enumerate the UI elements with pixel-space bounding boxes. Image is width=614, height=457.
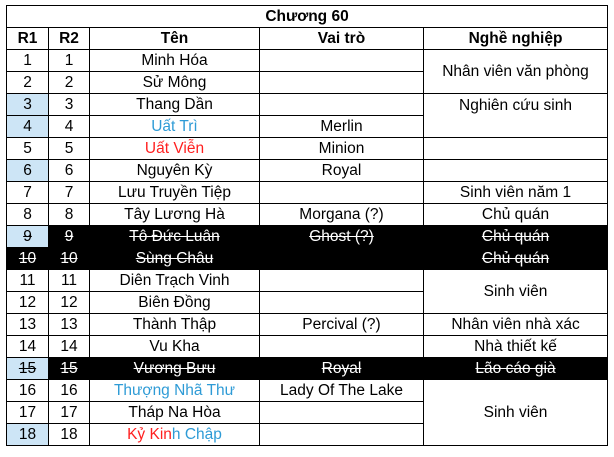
table-row-struck bbox=[7, 226, 608, 248]
r1-cell: 3 bbox=[7, 94, 49, 116]
table-row bbox=[7, 336, 608, 358]
header-job: Nghề nghiệp bbox=[424, 28, 608, 50]
r2-cell: 6 bbox=[49, 160, 90, 182]
r2-cell: 3 bbox=[49, 94, 90, 116]
job-cell: Nhân viên nhà xác bbox=[424, 314, 608, 336]
table-row bbox=[7, 138, 608, 160]
role-cell: Merlin bbox=[260, 116, 424, 138]
table-row bbox=[7, 116, 608, 138]
role-cell bbox=[260, 402, 424, 424]
header-name: Tên bbox=[90, 28, 260, 50]
job-grad-student: Nghiên cứu sinh bbox=[424, 95, 607, 116]
r1-cell: 5 bbox=[7, 138, 49, 160]
job-cell: Chủ quán bbox=[424, 226, 608, 248]
r1-cell: 12 bbox=[7, 292, 49, 314]
r2-cell: 2 bbox=[49, 72, 90, 94]
header-r2: R2 bbox=[49, 28, 90, 50]
role-cell bbox=[260, 182, 424, 204]
job-cell bbox=[424, 116, 608, 138]
role-cell: Royal bbox=[260, 358, 424, 380]
job-cell: Lão cáo già bbox=[424, 358, 608, 380]
r1-cell: 2 bbox=[7, 72, 49, 94]
name-cell: Minh Hóa bbox=[90, 50, 260, 72]
r2-cell: 15 bbox=[49, 358, 90, 380]
r2-cell: 5 bbox=[49, 138, 90, 160]
r1-cell: 9 bbox=[7, 226, 49, 248]
r1-cell: 14 bbox=[7, 336, 49, 358]
name-part-red: Kỷ Kin bbox=[127, 425, 172, 443]
r2-cell: 13 bbox=[49, 314, 90, 336]
table-row bbox=[7, 204, 608, 226]
role-cell bbox=[260, 248, 424, 270]
name-cell: Lưu Truyền Tiệp bbox=[90, 182, 260, 204]
table-row bbox=[7, 182, 608, 204]
r1-cell: 15 bbox=[7, 358, 49, 380]
header-role: Vai trò bbox=[260, 28, 424, 50]
r1-cell: 6 bbox=[7, 160, 49, 182]
name-cell: Diên Trạch Vinh bbox=[90, 270, 260, 292]
name-part-blue: h Chập bbox=[171, 425, 222, 443]
role-cell: Lady Of The Lake bbox=[260, 380, 424, 402]
name-cell: Tô Đức Luân bbox=[90, 226, 260, 248]
r2-cell: 16 bbox=[49, 380, 90, 402]
job-cell bbox=[424, 160, 608, 182]
name-cell bbox=[90, 424, 260, 446]
job-student-a: Sinh viên bbox=[424, 270, 607, 313]
job-cell: Chủ quán bbox=[424, 248, 608, 270]
r2-cell: 11 bbox=[49, 270, 90, 292]
role-cell: Percival (?) bbox=[260, 314, 424, 336]
r1-cell: 7 bbox=[7, 182, 49, 204]
role-cell bbox=[260, 94, 424, 116]
role-cell bbox=[260, 292, 424, 314]
r2-cell: 17 bbox=[49, 402, 90, 424]
r2-cell: 8 bbox=[49, 204, 90, 226]
job-cell bbox=[424, 138, 608, 160]
r1-cell: 17 bbox=[7, 402, 49, 424]
job-cell: Nhà thiết kế bbox=[424, 336, 608, 358]
role-cell: Ghost (?) bbox=[260, 226, 424, 248]
name-cell: Sử Mông bbox=[90, 72, 260, 94]
table-title: Chương 60 bbox=[7, 6, 608, 28]
name-cell: Vương Bưu bbox=[90, 358, 260, 380]
r1-cell: 10 bbox=[7, 248, 49, 270]
r1-cell: 11 bbox=[7, 270, 49, 292]
role-cell bbox=[260, 270, 424, 292]
r2-cell: 18 bbox=[49, 424, 90, 446]
role-cell bbox=[260, 424, 424, 446]
r1-cell: 8 bbox=[7, 204, 49, 226]
name-cell: Tháp Na Hòa bbox=[90, 402, 260, 424]
name-cell: Biên Đồng bbox=[90, 292, 260, 314]
name-cell: Uất Trì bbox=[90, 116, 260, 138]
title-row bbox=[7, 6, 608, 28]
role-cell: Minion bbox=[260, 138, 424, 160]
r1-cell: 16 bbox=[7, 380, 49, 402]
r1-cell: 4 bbox=[7, 116, 49, 138]
job-student-b: Sinh viên bbox=[424, 380, 607, 445]
name-cell: Uất Viễn bbox=[90, 138, 260, 160]
name-cell: Sùng Châu bbox=[90, 248, 260, 270]
table-row-struck bbox=[7, 358, 608, 380]
r1-cell: 1 bbox=[7, 50, 49, 72]
r1-cell: 18 bbox=[7, 424, 49, 446]
r2-cell: 1 bbox=[49, 50, 90, 72]
name-cell: Thượng Nhã Thư bbox=[90, 380, 260, 402]
job-office-staff: Nhân viên văn phòng bbox=[424, 50, 607, 93]
job-cell: Chủ quán bbox=[424, 204, 608, 226]
name-cell: Vu Kha bbox=[90, 336, 260, 358]
job-cell: Sinh viên năm 1 bbox=[424, 182, 608, 204]
name-cell: Thang Dần bbox=[90, 94, 260, 116]
name-cell: Nguyên Kỳ bbox=[90, 160, 260, 182]
header-r1: R1 bbox=[7, 28, 49, 50]
role-cell bbox=[260, 50, 424, 72]
header-row bbox=[7, 28, 608, 50]
name-cell: Thành Thập bbox=[90, 314, 260, 336]
r2-cell: 14 bbox=[49, 336, 90, 358]
table-row bbox=[7, 314, 608, 336]
role-cell bbox=[260, 72, 424, 94]
table-row bbox=[7, 160, 608, 182]
role-cell bbox=[260, 336, 424, 358]
role-cell: Royal bbox=[260, 160, 424, 182]
r2-cell: 7 bbox=[49, 182, 90, 204]
table-row-struck bbox=[7, 248, 608, 270]
role-cell: Morgana (?) bbox=[260, 204, 424, 226]
r2-cell: 12 bbox=[49, 292, 90, 314]
name-cell: Tây Lương Hà bbox=[90, 204, 260, 226]
r1-cell: 13 bbox=[7, 314, 49, 336]
r2-cell: 9 bbox=[49, 226, 90, 248]
r2-cell: 10 bbox=[49, 248, 90, 270]
r2-cell: 4 bbox=[49, 116, 90, 138]
